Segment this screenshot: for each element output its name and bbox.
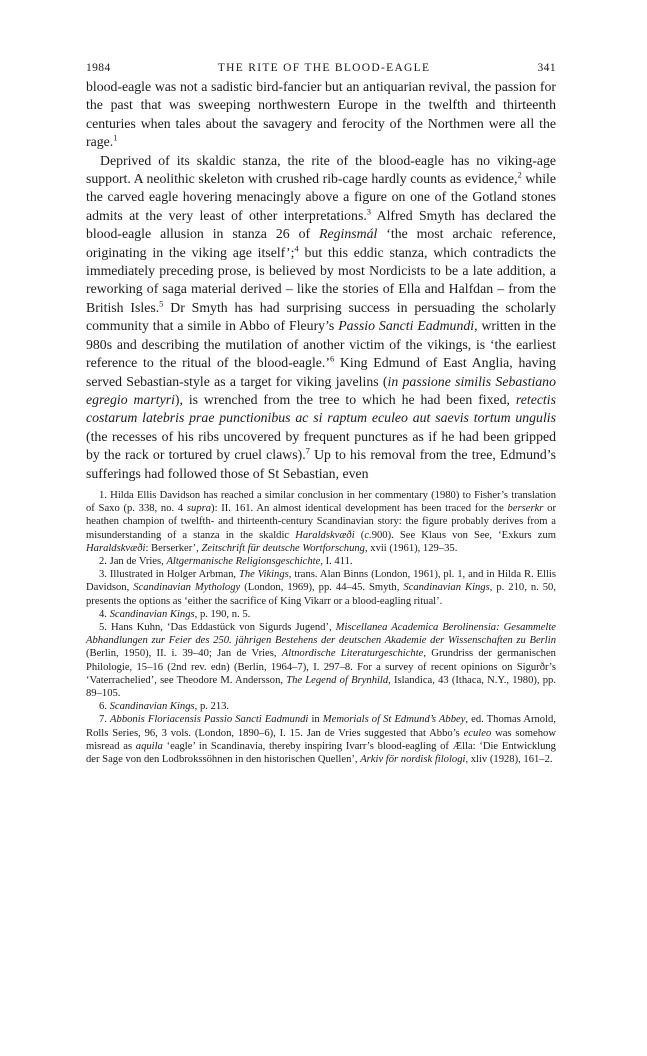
footnote-ref-2: 2 [517,169,522,180]
footnote-ref-5: 5 [159,298,164,309]
page-number: 341 [537,62,556,74]
footnote-2: 2. Jan de Vries, Altgermanische Religionsgeschichte, I. 411. [99,555,353,567]
body-text [86,78,556,483]
paragraph-continued: blood-eagle was not a sadistic bird-fancier but an antiquarian revival, the passion for the past that was sweeping northwestern Europe in the twelfth and thirteenth centuries when tales about the savagery and ferocity of the Northmen were all the rage.$^1$ [86,79,556,150]
footnote-ref-6: 6 [329,353,335,364]
footnote-5: 5. Hans Kuhn, ‘Das Eddastück von Sigurds Jugend’, Miscellanea Academica Berolinensia: Gesammelte Abhandlungen zur Feier des 250. jährigen Bestehens der deutschen Akademie der Wissenschaften zu Berlin (Berlin, 1950), II. i. 39–40; Jan de Vries, Altnordische Literaturgeschichte, Grundriss der germanischen Philologie, 15–16 (2nd rev. edn) (Berlin, 1964–7), I. 297–8. For a survey of recent opinions on Sigurðr’s ‘Vaterrachelied’, see Theodore M. Andersson, The Legend of Brynhild, Islandica, 43 (Ithaca, N.Y., 1980), pp. 89–105. [86,621,556,699]
running-title: THE RITE OF THE BLOOD-EAGLE [217,62,431,74]
footnotes [86,489,556,766]
footnote-1: 1. Hilda Ellis Davidson has reached a similar conclusion in her commentary (1980) to Fisher’s translation of Saxo (p. 338, no. 4 supra): II. 161. An almost identical development has been traced for the berserkr or heathen champion of twelfth- and thirteenth-century Scandinavian story: the figure probably derives from a misunderstanding of a stanza in the skaldic Haraldskvæði (c.900). See Klaus von See, ‘Exkurs zum Haraldskvæði: Berserker’, Zeitschrift für deutsche Wortforschung, xvii (1961), 129–35. [86,489,556,554]
footnote-7: 7. Abbonis Floriacensis Passio Sancti Eadmundi in Memorials of St Edmund’s Abbey, ed. Thomas Arnold, Rolls Series, 96, 3 vols. (London, 1890–6), I. 15. Jan de Vries suggested that Abbo’s eculeo was somehow misread as aquila ‘eagle’ in Scandinavia, thereby inspiring Ivarr’s blood-eagling of Ælla: ‘Die Entwicklung der Sage von den Lodbrokssöhnen in den historischen Quellen’, Arkiv för nordisk filologi, xliv (1928), 161–2. [86,714,556,765]
footnote-6: 6. Scandinavian Kings, p. 213. [99,701,230,713]
footnote-ref-3: 3 [366,206,372,217]
page [86,62,556,766]
paragraph-blood-eagle: Deprived of its skaldic stanza, the rite of the blood-eagle has no viking-age support. A neolithic skeleton with crushed rib-cage hardly counts as evidence,$^2$ while the carved eagle hovering menacingly above a figure on one of the Gotland stones admits at the very least of other interpretations.$^3$ Alfred Smyth has declared the blood-eagle allusion in stanza 26 of Reginsmál ‘the most archaic reference, originating in the viking age itself’;$^4$ but this eddic stanza, which contradicts the immediately preceding prose, is believed by most Nordicists to be a late addition, a reworking of saga material derived – like the stories of Ella and Halfdan – from the British Isles.$^5$ Dr Smyth has had surprising success in persuading the scholarly community that a simile in Abbo of Fleury’s Passio Sancti Eadmundi, written in the 980s and describing the mutilation of another victim of the vikings, is ‘the earliest reference to the ritual of the blood-eagle.’$^6$ King Edmund of East Anglia, having served Sebastian-style as a target for viking javelins (in passione similis Sebastiano egregio martyri), is wrenched from the tree to which he had been fixed, retectis costarum latebris prae punctionibus ac si raptum eculeo aut saevis tortum ungulis (the recesses of his ribs uncovered by frequent punctures as if he had been gripped by the rack or tortured by cruel claws).$^7$ Up to his removal from the tree, Edmund’s sufferings had followed those of St Sebastian, even [86,152,557,481]
running-head [86,62,556,74]
footnote-ref-7: 7 [305,445,310,456]
footnote-ref-4: 4 [294,243,299,254]
footnote-ref-1: 1 [113,132,118,143]
footnote-3: 3. Illustrated in Holger Arbman, The Vikings, trans. Alan Binns (London, 1961), pl. 1, and in Hilda R. Ellis Davidson, Scandinavian Mythology (London, 1969), pp. 44–45. Smyth, Scandinavian Kings, p. 210, n. 50, presents the options as ‘either the sacrifice of King Vikarr or a blood-eagling ritual’. [86,569,557,607]
footnote-4: 4. Scandinavian Kings, p. 190, n. 5. [99,608,251,620]
header-year: 1984 [86,62,111,74]
